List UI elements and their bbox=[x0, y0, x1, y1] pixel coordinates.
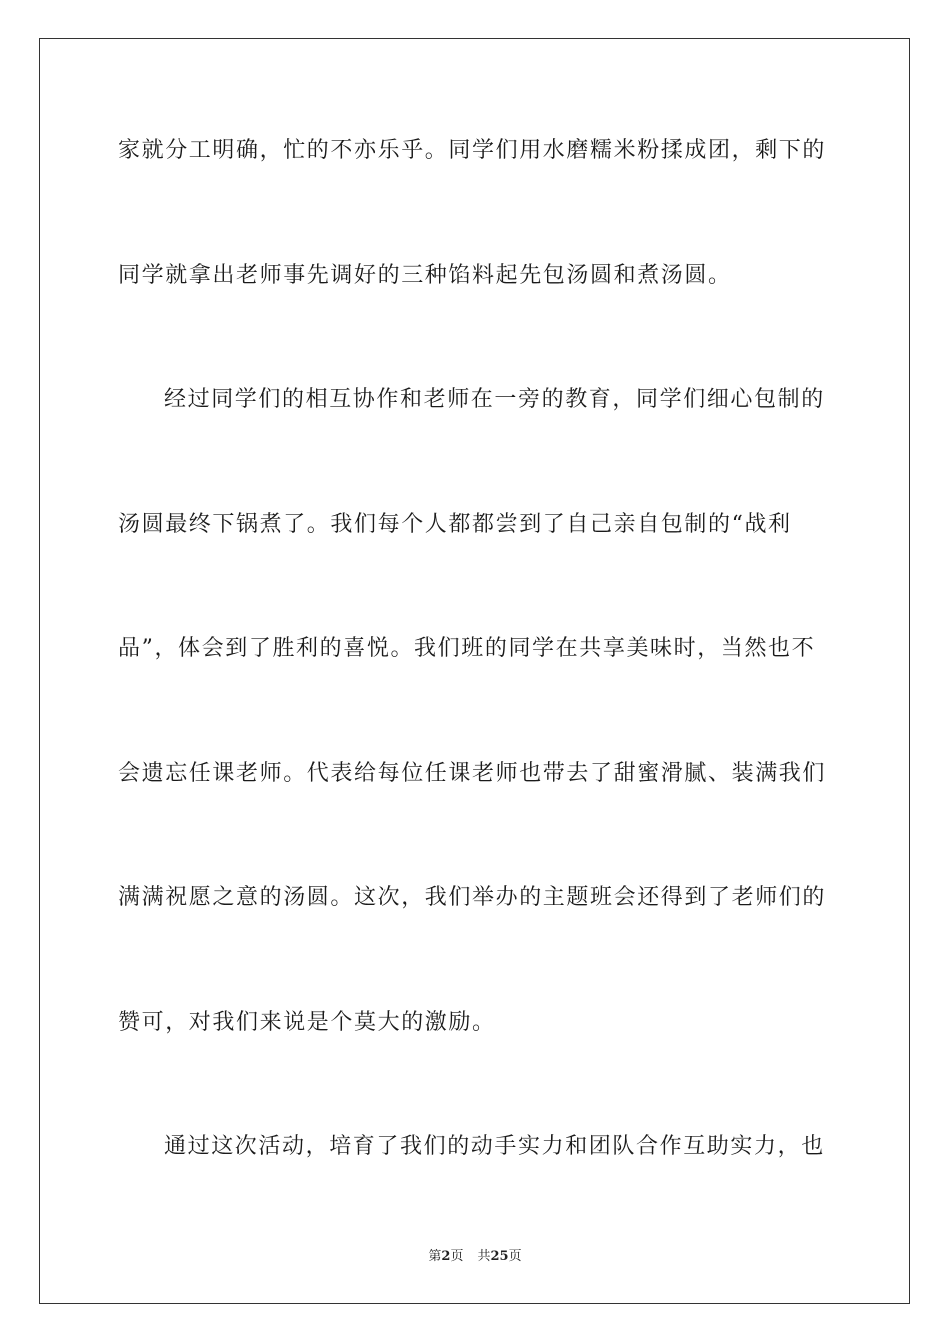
total-prefix: 共 bbox=[477, 1249, 491, 1264]
page-prefix: 第 bbox=[428, 1249, 442, 1264]
total-pages: 25 bbox=[490, 1249, 509, 1264]
paragraph-line: 家就分工明确，忙的不亦乐乎。同学们用水磨糯米粉揉成团，剩下的 bbox=[118, 138, 827, 163]
paragraph-line: 品”，体会到了胜利的喜悦。我们班的同学在共享美味时，当然也不 bbox=[118, 636, 816, 661]
paragraph-line: 赞可，对我们来说是个莫大的激励。 bbox=[118, 1010, 496, 1035]
page-number: 2 bbox=[441, 1249, 451, 1264]
paragraph-line: 同学就拿出老师事先调好的三种馅料起先包汤圆和煮汤圆。 bbox=[118, 263, 732, 288]
paragraph-line-indented: 通过这次活动，培育了我们的动手实力和团队合作互助实力，也 bbox=[164, 1134, 825, 1159]
paragraph-line-indented: 经过同学们的相互协作和老师在一旁的教育，同学们细心包制的 bbox=[164, 387, 825, 412]
paragraph-line: 满满祝愿之意的汤圆。这次，我们举办的主题班会还得到了老师们的 bbox=[118, 885, 827, 910]
page-suffix: 页 bbox=[450, 1249, 464, 1264]
page-footer bbox=[0, 1248, 950, 1266]
paragraph-line: 会遗忘任课老师。代表给每位任课老师也带去了甜蜜滑腻、装满我们 bbox=[118, 761, 827, 786]
total-suffix: 页 bbox=[508, 1249, 522, 1264]
paragraph-line: 汤圆最终下锅煮了。我们每个人都都尝到了自己亲自包制的“战利 bbox=[118, 512, 792, 537]
page-frame bbox=[39, 38, 910, 1304]
